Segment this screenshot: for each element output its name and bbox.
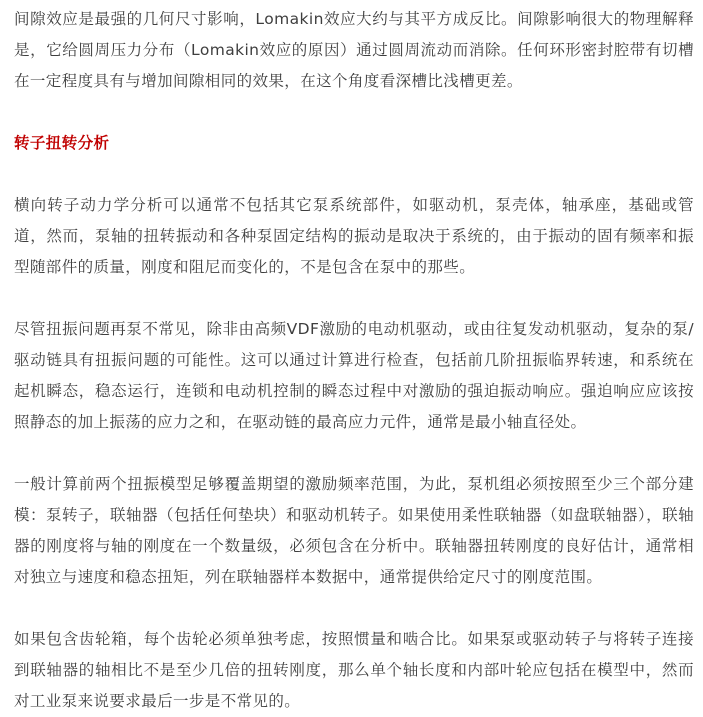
paragraph-torsional-model: 一般计算前两个扭振模型足够覆盖期望的激励频率范围，为此，泵机组必须按照至少三个部分建模：泵转子，联轴器（包括任何垫块）和驱动机转子。如果使用柔性联轴器（如盘联轴器），联轴器的刚度将与轴的刚度在一个数量级，必须包含在分析中。联轴器扭转刚度的良好估计，通常相对独立与速度和稳态扭矩，列在联轴器样本数据中，通常提供给定尺寸的刚度范围。 [14,475,694,586]
paragraph-spacer [14,97,694,128]
section-heading: 转子扭转分析 [14,134,110,152]
paragraph-spacer [14,283,694,314]
paragraph-torsional-problems: 尽管扭振问题再泵不常见，除非由高频VDF激励的电动机驱动，或由往复发动机驱动，复杂的泵/驱动链具有扭振问题的可能性。这可以通过计算进行检查，包括前几阶扭振临界转速，和系统在起机瞬态，稳态运行，连锁和电动机控制的瞬态过程中对激励的强迫振动响应。强迫响应应该按照静态的加上振荡的应力之和，在驱动链的最高应力元件，通常是最小轴直径处。 [14,320,694,431]
intro-paragraph: 间隙效应是最强的几何尺寸影响，Lomakin效应大约与其平方成反比。间隙影响很大的物理解释是，它给圆周压力分布（Lomakin效应的原因）通过圆周流动而消除。任何环形密封腔带有切槽在一定程度具有与增加间隙相同的效果，在这个角度看深槽比浅槽更差。 [14,10,694,90]
paragraph-spacer [14,438,694,469]
paragraph-gearbox: 如果包含齿轮箱，每个齿轮必须单独考虑，按照惯量和啮合比。如果泵或驱动转子与将转子连接到联轴器的轴相比不是至少几倍的扭转刚度，那么单个轴长度和内部叶轮应包括在模型中，然而对工业泵来说要求最后一步是不常见的。 [14,630,694,710]
paragraph-spacer [14,159,694,190]
paragraph-spacer [14,593,694,624]
article-body [14,4,694,717]
paragraph-lateral-rotordynamics: 横向转子动力学分析可以通常不包括其它泵系统部件，如驱动机，泵壳体，轴承座，基础或管道，然而，泵轴的扭转振动和各种泵固定结构的振动是取决于系统的，由于振动的固有频率和振型随部件的质量，刚度和阻尼而变化的，不是包含在泵中的那些。 [14,196,694,276]
